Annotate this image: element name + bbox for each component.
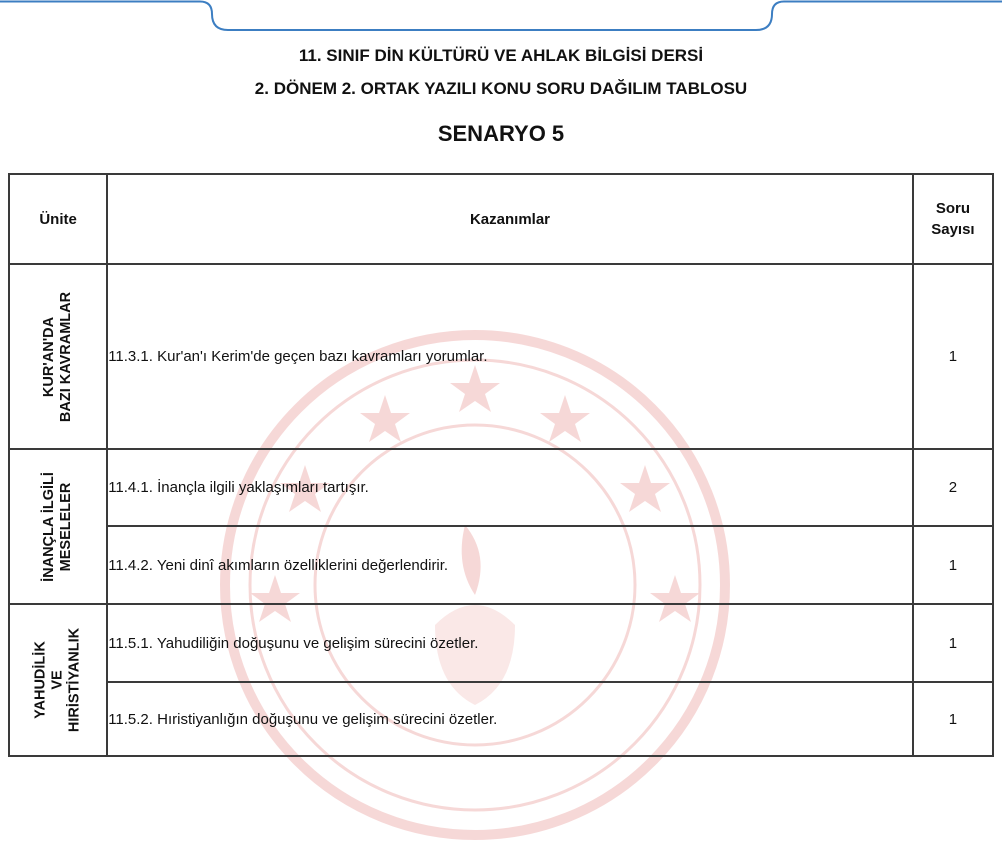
header-frame-decoration <box>0 0 1002 40</box>
unit-label <box>41 291 75 421</box>
unit-label-line: İNANÇLA İLGİLİ <box>41 471 58 582</box>
document-subtitle: 2. DÖNEM 2. ORTAK YAZILI KONU SORU DAĞILIM TABLOSU <box>254 79 748 98</box>
scenario-title: SENARYO 5 <box>437 121 565 146</box>
outcome-cell: 11.5.1. Yahudiliğin doğuşunu ve gelişim sürecini özetler. <box>107 604 913 682</box>
unit-cell <box>9 264 107 449</box>
unit-label-line: HIRİSTİYANLIK <box>66 627 83 733</box>
unit-cell <box>9 604 107 756</box>
question-distribution-table <box>8 173 994 757</box>
question-count-cell: 1 <box>913 604 993 682</box>
outcome-cell: 11.3.1. Kur'an'ı Kerim'de geçen bazı kavramları yorumlar. <box>107 264 913 449</box>
table-row <box>9 449 993 526</box>
question-count-cell: 1 <box>913 264 993 449</box>
unit-label-line: MESELELER <box>58 482 75 571</box>
outcome-cell: 11.4.1. İnançla ilgili yaklaşımları tartışır. <box>107 449 913 526</box>
unit-label-line: VE <box>49 670 66 690</box>
table-row <box>9 682 993 756</box>
outcome-cell: 11.4.2. Yeni dinî akımların özelliklerini değerlendirir. <box>107 526 913 604</box>
column-header-question-count <box>913 174 993 264</box>
unit-label-line: KUR'AN'DA <box>41 316 58 397</box>
unit-cell <box>9 449 107 604</box>
outcome-cell: 11.5.2. Hıristiyanlığın doğuşunu ve gelişim sürecini özetler. <box>107 682 913 756</box>
question-count-cell: 2 <box>913 449 993 526</box>
column-header-count-line2: Sayısı <box>931 221 975 238</box>
question-count-cell: 1 <box>913 526 993 604</box>
unit-label-line: BAZI KAVRAMLAR <box>58 291 75 422</box>
question-count-cell: 1 <box>913 682 993 756</box>
unit-label-line: YAHUDİLİK <box>32 641 49 719</box>
column-header-unit: Ünite <box>9 174 107 264</box>
table-header-row <box>9 174 993 264</box>
column-header-count-line1: Soru <box>935 200 970 217</box>
unit-label <box>41 472 75 582</box>
document-title: 11. SINIF DİN KÜLTÜRÜ VE AHLAK BİLGİSİ DERSİ <box>298 46 704 65</box>
table-row <box>9 526 993 604</box>
column-header-outcomes: Kazanımlar <box>107 174 913 264</box>
table-row <box>9 264 993 449</box>
table-row <box>9 604 993 682</box>
unit-label <box>33 628 84 732</box>
